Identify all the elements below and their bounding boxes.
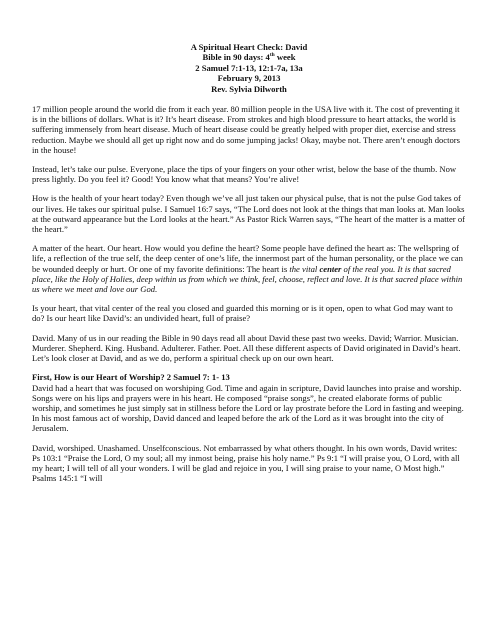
sermon-header xyxy=(32,42,466,94)
scripture-reference: 2 Samuel 7:1-13, 12:1-7a, 13a xyxy=(195,62,303,73)
reading-week-suffix: week xyxy=(274,52,296,63)
sermon-title: A Spiritual Heart Check: David xyxy=(190,42,308,52)
sermon-author: Rev. Sylvia Dilworth xyxy=(211,83,287,94)
paragraph-david-worshiped: David, worshiped. Unashamed. Unselfconscious. Not embarrassed by what others thought. In his own words, David writes: Ps 103:1 “Praise the Lord, O my soul; all my inmost being, praise his holy name.” Ps 9:1 “I will praise you, O Lord, with all my heart; I will tell of all your wonders. I will be glad and rejoice in you, I will sing praise to your name, O Most high.” Psalms 145:1 “I will xyxy=(32,442,460,484)
paragraph-define-heart xyxy=(32,243,466,294)
sermon-page xyxy=(32,42,466,492)
paragraph-heart-health: How is the health of your heart today? Even though we’ve all just taken our physical pulse, that is not the pulse God takes of our lives. He takes our spiritual pulse. I Samuel 16:7 says, “The Lord does not look at the things that man looks at. Man looks at the outward appearance but the Lord looks at the heart.” As Pastor Rick Warren says, “The heart of the matter is a matter of the heart.” xyxy=(32,193,465,235)
paragraph-david-worship: David had a heart that was focused on worshiping God. Time and again in scripture, David launches into praise and worship. Songs were on his lips and prayers were in his heart. He composed “praise songs”, he created elaborate forms of public worship, and sometimes he just simply sat in stillness before the Lord or lay prostrate before the Lord in fasting and weeping. In his most famous act of worship, David danced and leaped before the ark of the Lord as it was brought into the city of Jerusalem. xyxy=(32,382,464,434)
reading-week-text: Bible in 90 days: 4 xyxy=(202,52,270,63)
paragraph-vital-center: Is your heart, that vital center of the real you closed and guarded this morning or is it open, open to what God may want to do? Is our heart like David’s: an undivided heart, full of praise? xyxy=(32,303,453,324)
define-heart-text: A matter of the heart. Our heart. How would you define the heart? Some people have defined the heart as: The wellspring of life, a reflection of the true self, the deep center of one’s life, the innermost part of the human personality, or the place we can be wounded deeply or hurt. Or one of my favorite definitions: The heart is xyxy=(32,243,463,274)
paragraph-take-pulse: Instead, let’s take our pulse. Everyone, place the tips of your fingers on your other wrist, below the base of the thumb. Now press lightly. Do you feel it? Good! You know what that means? You’re alive! xyxy=(32,164,457,185)
define-heart-italic: the vital xyxy=(289,263,320,274)
ordinal-suffix: th xyxy=(269,52,275,59)
section-heading-worship: First, How is our Heart of Worship? 2 Samuel 7: 1- 13 xyxy=(32,372,230,383)
reading-week-line xyxy=(32,52,466,62)
sermon-date: February 9, 2013 xyxy=(217,73,281,84)
define-heart-center-word: center xyxy=(319,263,342,274)
paragraph-heart-disease: 17 million people around the world die from it each year. 80 million people in the USA live with it. The cost of preventing it is in the billions of dollars. What is it? It’s heart disease. From strokes and high blood pressure to heart attacks, the world is suffering immensely from heart disease. Much of heart disease could be greatly helped with proper diet, exercise and stress reduction. Maybe we should all get up right now and do some jumping jacks! Okay, maybe not. There aren’t enough doctors in the house! xyxy=(32,104,460,155)
paragraph-david-intro: David. Many of us in our reading the Bible in 90 days read all about David these past two weeks. David; Warrior. Musician. Murderer. Shepherd. King. Husband. Adulterer. Father. Poet. All these different aspects of David originated in David’s heart. Let’s look closer at David, and as we do, perform a spiritual check up on our own heart. xyxy=(32,332,461,364)
define-heart-italic-rest: of the real you. It is that sacred place, like the Holy of Holies, deep within us from which we think, feel, choose, reflect and love. It is that sacred place within us where we meet and love our God. xyxy=(32,263,463,295)
